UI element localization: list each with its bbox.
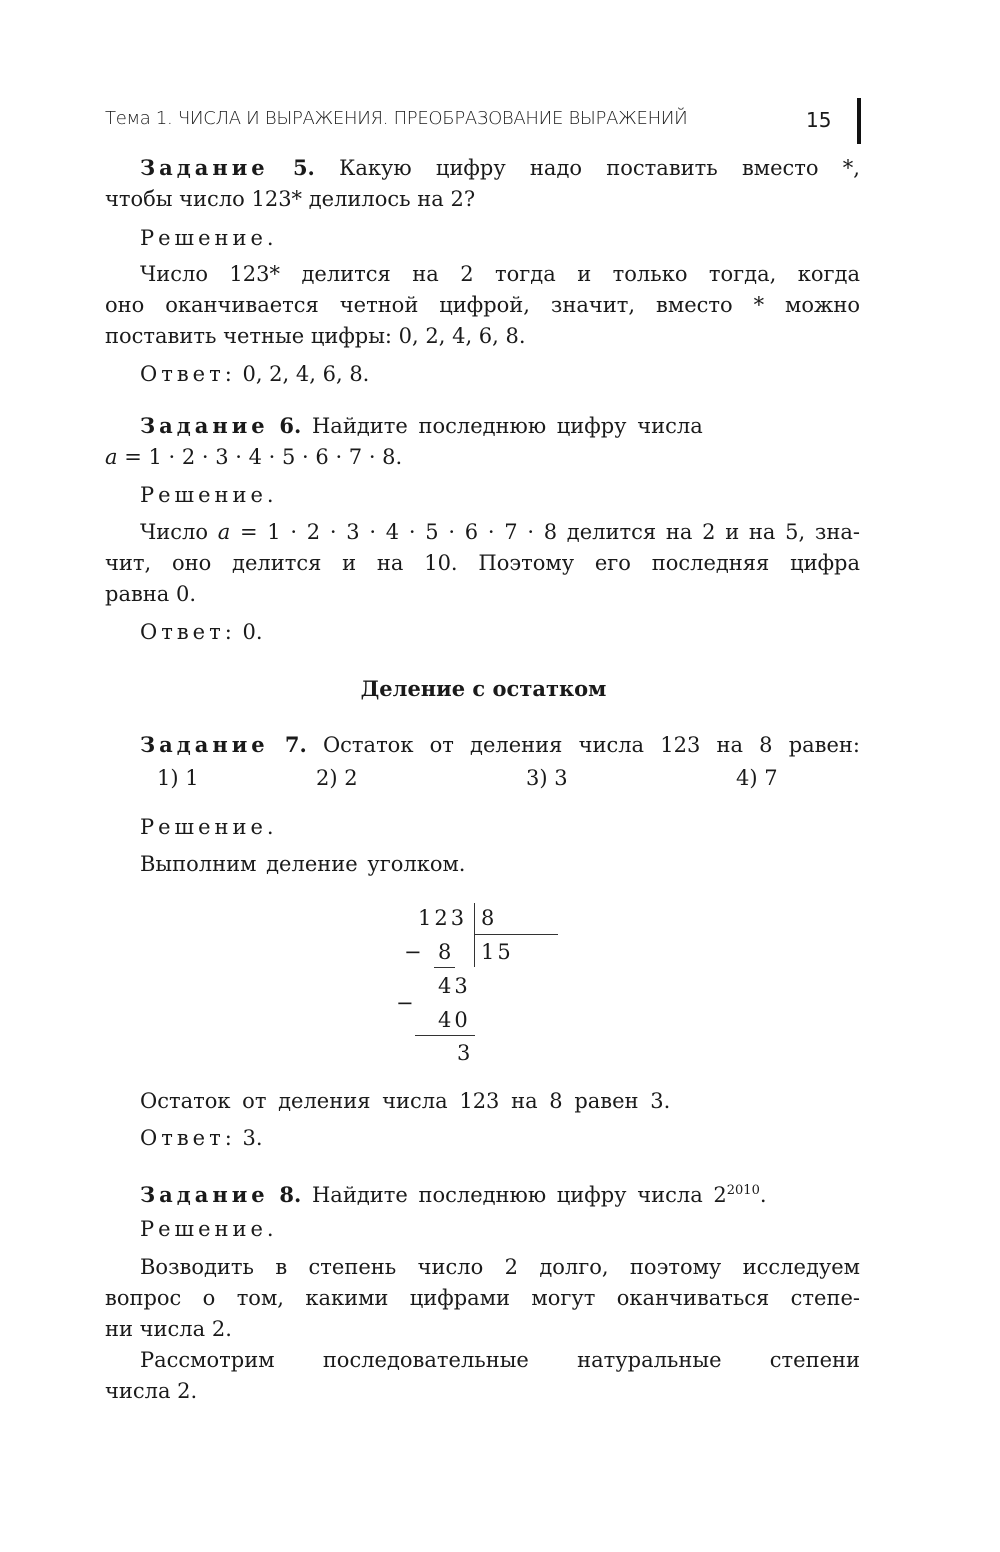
solution-line: Остаток от деления числа 123 на 8 равен 3. [140, 1089, 671, 1113]
solution-line: Число 123* делится на 2 тогда и только тогда, когда [140, 262, 860, 286]
task5-question [140, 153, 860, 183]
division-vertical-line [474, 903, 475, 967]
section-heading: Деление с остатком [360, 676, 607, 701]
answer-label: Ответ: [140, 362, 236, 386]
option-1: 1) 1 [157, 766, 199, 790]
solution-line: числа 2. [105, 1379, 198, 1403]
answer-value: 0, 2, 4, 6, 8. [242, 362, 370, 386]
solution-label: Решение. [140, 815, 278, 839]
division-horizontal-line [474, 934, 558, 935]
solution-line: поставить четные цифры: 0, 2, 4, 6, 8. [105, 324, 526, 348]
task-label: Задание [140, 1182, 269, 1207]
option-4: 4) 7 [736, 766, 778, 790]
answer [140, 1123, 860, 1153]
solution-line: Выполним деление уголком. [140, 852, 466, 876]
solution-line: Возводить в степень число 2 долго, поэтому исследуем [140, 1255, 860, 1279]
task5-question-cont: чтобы число 123* делилось на 2? [105, 187, 476, 211]
answer-label: Ответ: [140, 620, 236, 644]
remainder-1: 43 [438, 974, 471, 998]
task-number: 6. [279, 413, 302, 438]
task-label: Задание [140, 155, 269, 180]
task-number: 7. [284, 732, 307, 757]
text: Число [140, 520, 218, 544]
answer-value: 0. [242, 620, 263, 644]
answer [140, 359, 860, 389]
solution-line: Рассмотрим последовательные натуральные степени [140, 1348, 860, 1372]
task-number: 5. [292, 155, 315, 180]
task7-question [140, 730, 860, 760]
page-number: 15 [806, 108, 832, 132]
solution-label: Решение. [140, 483, 278, 507]
divisor: 8 [481, 906, 498, 930]
option-2: 2) 2 [316, 766, 358, 790]
solution-line [140, 517, 860, 547]
running-header: Тема 1. ЧИСЛА И ВЫРАЖЕНИЯ. ПРЕОБРАЗОВАНИЕ ВЫРАЖЕНИЙ [105, 108, 688, 129]
answer-value: 3. [242, 1126, 263, 1150]
subtrahend-1: 8 [438, 940, 455, 964]
question-text: Остаток от деления числа 123 на 8 равен: [322, 733, 860, 757]
task6-question [140, 411, 860, 441]
var-a: a [217, 520, 231, 544]
subtrahend-2: 40 [438, 1008, 471, 1032]
solution-line: ни числа 2. [105, 1317, 232, 1341]
solution-line: оно оканчивается четной цифрой, значит, вместо * можно [105, 293, 860, 317]
minus-sign: − [404, 940, 425, 964]
expression: = 1 · 2 · 3 · 4 · 5 · 6 · 7 · 8. [117, 445, 403, 469]
task-label: Задание [140, 732, 269, 757]
question-text: Найдите последнюю цифру числа [311, 414, 703, 438]
option-3: 3) 3 [526, 766, 568, 790]
task8-question [140, 1176, 860, 1206]
answer-label: Ответ: [140, 1126, 236, 1150]
quotient: 15 [481, 940, 514, 964]
task-label: Задание [140, 413, 269, 438]
exponent: 2010 [726, 1183, 760, 1198]
header-rule [857, 98, 861, 144]
final-remainder: 3 [457, 1041, 474, 1065]
task-number: 8. [279, 1182, 302, 1207]
question-text: Найдите последнюю цифру числа 2 [311, 1183, 727, 1207]
solution-line: равна 0. [105, 582, 197, 606]
minus-sign: − [396, 991, 417, 1015]
underline [434, 967, 455, 968]
solution-line: вопрос о том, какими цифрами могут оканчиваться степе- [105, 1286, 860, 1310]
var-a: a [105, 445, 118, 469]
text: = 1 · 2 · 3 · 4 · 5 · 6 · 7 · 8 делится на 2 и на 5, зна- [230, 520, 860, 544]
task6-question-cont [105, 442, 860, 472]
question-text: Какую цифру надо поставить вместо *, [339, 156, 860, 180]
underline [415, 1035, 475, 1036]
answer [140, 617, 860, 647]
solution-line: чит, оно делится и на 10. Поэтому его последняя цифра [105, 551, 860, 575]
period: . [759, 1183, 767, 1207]
solution-label: Решение. [140, 1217, 278, 1241]
solution-label: Решение. [140, 226, 278, 250]
dividend: 123 [418, 906, 468, 930]
